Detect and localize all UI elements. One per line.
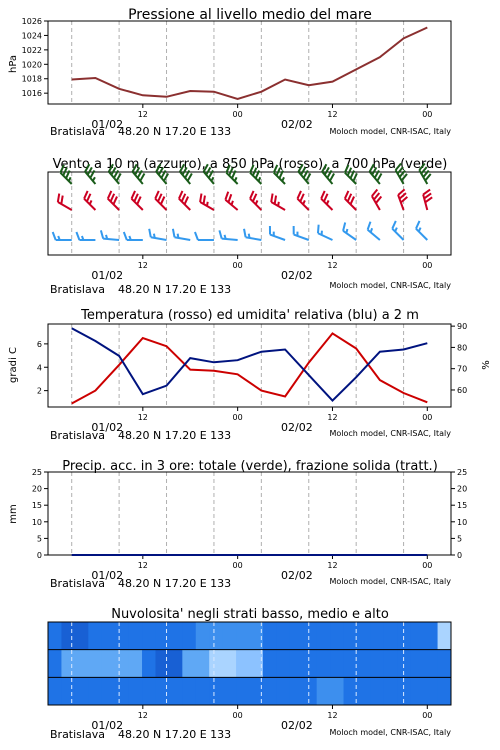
precip-ytick-label: 20 xyxy=(31,484,42,494)
wind-barb xyxy=(76,232,95,240)
cloud-cell xyxy=(142,677,156,705)
cloud-cell xyxy=(384,677,398,705)
cloud-cell xyxy=(75,622,89,650)
cloud-cell xyxy=(276,622,290,650)
cloud-cell xyxy=(438,622,452,650)
pressure-ytick-label: 1016 xyxy=(21,89,42,99)
cloud-cell xyxy=(61,677,75,705)
wind-barb xyxy=(398,189,407,210)
wind-barb xyxy=(368,222,380,240)
precip-station: Bratislava xyxy=(50,577,105,590)
temperature-ytick-label: 2 xyxy=(36,386,42,396)
wind-barb xyxy=(416,221,427,240)
wind-barb xyxy=(343,223,356,240)
precip-xtick-label: 12 xyxy=(137,561,148,570)
temperature-ylabel: gradi C xyxy=(8,347,19,383)
cloud-xtick-label: 00 xyxy=(232,711,243,720)
temperature-date-label: 01/02 xyxy=(91,421,124,434)
wind-barb xyxy=(244,229,261,240)
cloud-cell xyxy=(209,622,223,650)
pressure-gridlines xyxy=(72,21,404,104)
pressure-panel xyxy=(8,7,451,138)
precip-ytick-label: 20 xyxy=(457,484,468,494)
cloud-cell xyxy=(397,650,411,678)
temperature-ytick-label: 6 xyxy=(36,339,42,349)
cloud-cell xyxy=(317,650,331,678)
cloud-cell xyxy=(276,677,290,705)
pressure-title: Pressione al livello medio del mare xyxy=(128,7,372,23)
precip-title: Precip. acc. in 3 ore: totale (verde), frazione solida (tratt.) xyxy=(62,459,438,474)
cloud-cell xyxy=(196,622,210,650)
cloud-cell xyxy=(223,622,237,650)
cloud-cell xyxy=(61,650,75,678)
cloud-model: Moloch model, CNR-ISAC, Italy xyxy=(329,728,451,737)
wind-barb xyxy=(392,221,403,240)
cloud-cell xyxy=(263,677,277,705)
cloud-date-label: 02/02 xyxy=(281,719,313,732)
wind-barb xyxy=(179,191,190,210)
cloud-cell xyxy=(438,650,452,678)
wind-date-label: 01/02 xyxy=(91,269,124,282)
pressure-xtick-label: 12 xyxy=(137,110,148,119)
cloud-station: Bratislava xyxy=(50,728,105,741)
cloud-cell xyxy=(357,650,371,678)
humidity-yticks xyxy=(451,322,467,395)
wind-barb xyxy=(195,232,214,240)
wind-barb xyxy=(225,192,237,210)
cloud-cell xyxy=(169,650,183,678)
cloud-cell xyxy=(88,650,102,678)
pressure-coords: 48.20 N 17.20 E 133 xyxy=(118,125,232,138)
wind-plot-frame xyxy=(48,172,451,255)
cloud-cell xyxy=(88,677,102,705)
pressure-ytick-label: 1020 xyxy=(21,60,42,70)
pressure-xtick-label: 12 xyxy=(327,110,338,119)
cloud-cell xyxy=(357,622,371,650)
cloud-cell xyxy=(169,677,183,705)
precip-ytick-label: 5 xyxy=(457,534,463,544)
wind-barb xyxy=(155,191,166,210)
precip-date-label: 01/02 xyxy=(91,569,124,582)
wind-station: Bratislava xyxy=(50,283,105,296)
humidity-ytick-label: 80 xyxy=(457,343,468,353)
wind-barb xyxy=(270,226,285,240)
cloud-cell xyxy=(384,622,398,650)
cloud-cell xyxy=(142,622,156,650)
temperature-ytick-label: 4 xyxy=(36,363,42,373)
cloud-cell xyxy=(102,650,116,678)
cloud-cell xyxy=(317,677,331,705)
cloud-cell xyxy=(155,650,169,678)
pressure-series-line xyxy=(72,28,428,99)
pressure-xtick-label: 00 xyxy=(422,110,433,119)
wind-barb xyxy=(294,226,309,240)
cloud-panel xyxy=(48,607,452,741)
cloud-cell xyxy=(263,622,277,650)
cloud-cell xyxy=(424,622,438,650)
humidity-ytick-label: 70 xyxy=(457,364,468,374)
precip-plot-frame xyxy=(48,472,451,555)
cloud-cell xyxy=(384,650,398,678)
wind-xtick-label: 12 xyxy=(327,261,338,270)
wind-barb xyxy=(345,191,356,210)
wind-gridlines xyxy=(72,172,404,255)
cloud-cell xyxy=(344,677,358,705)
pressure-ytick-label: 1022 xyxy=(21,45,42,55)
cloud-cell xyxy=(290,622,304,650)
wind-barbs xyxy=(53,164,432,240)
precip-xtick-label: 00 xyxy=(422,561,433,570)
cloud-cell xyxy=(303,650,317,678)
cloud-cell xyxy=(61,622,75,650)
cloud-cell xyxy=(397,622,411,650)
precip-ytick-label: 5 xyxy=(36,534,42,544)
cloud-cell xyxy=(88,622,102,650)
cloud-cell xyxy=(129,650,143,678)
wind-barb xyxy=(173,229,190,240)
cloud-cell xyxy=(276,650,290,678)
cloud-cell xyxy=(169,622,183,650)
cloud-cell xyxy=(223,650,237,678)
precip-ytick-label: 15 xyxy=(457,501,468,511)
pressure-model: Moloch model, CNR-ISAC, Italy xyxy=(329,127,451,136)
wind-barb xyxy=(132,191,143,210)
pressure-ytick-label: 1026 xyxy=(21,17,42,26)
precip-ytick-label: 10 xyxy=(457,517,468,527)
wind-barb xyxy=(101,230,119,240)
wind-barb xyxy=(149,229,166,240)
precip-xtick-label: 00 xyxy=(232,561,243,570)
cloud-cell xyxy=(209,677,223,705)
precip-ylabel: mm xyxy=(8,504,19,524)
cloud-cell xyxy=(411,677,425,705)
cloud-cell xyxy=(411,650,425,678)
temperature-xtick-label: 12 xyxy=(137,413,148,422)
wind-barb xyxy=(84,191,95,210)
wind-barb xyxy=(200,194,214,210)
precip-model: Moloch model, CNR-ISAC, Italy xyxy=(329,577,451,586)
humidity-ytick-label: 90 xyxy=(457,322,468,332)
humidity-ytick-label: 60 xyxy=(457,385,468,395)
wind-barb xyxy=(219,230,237,240)
cloud-cell xyxy=(48,677,62,705)
temperature-date-label: 02/02 xyxy=(281,421,313,434)
pressure-ylabel: hPa xyxy=(8,54,19,74)
cloud-cell xyxy=(155,677,169,705)
cloud-title: Nuvolosita' negli strati basso, medio e alto xyxy=(111,607,389,622)
cloud-coords: 48.20 N 17.20 E 133 xyxy=(118,728,232,741)
wind-xtick-label: 12 xyxy=(137,261,148,270)
temperature-coords: 48.20 N 17.20 E 133 xyxy=(118,429,232,442)
cloud-xtick-label: 12 xyxy=(327,711,338,720)
cloud-cell xyxy=(48,650,62,678)
wind-barb xyxy=(250,191,261,210)
cloud-cell xyxy=(424,677,438,705)
temperature-title: Temperatura (rosso) ed umidita' relativa (blu) a 2 m xyxy=(81,308,419,323)
cloud-cell xyxy=(263,650,277,678)
cloud-cell xyxy=(303,622,317,650)
temperature-yticks xyxy=(37,340,48,396)
cloud-cell xyxy=(75,650,89,678)
cloud-cell xyxy=(115,650,129,678)
cloud-cell xyxy=(209,650,223,678)
pressure-ytick-label: 1018 xyxy=(21,74,42,84)
cloud-date-label: 01/02 xyxy=(91,719,124,732)
cloud-cell xyxy=(129,677,143,705)
cloud-cell xyxy=(115,677,129,705)
wind-barb xyxy=(318,225,333,240)
wind-panel xyxy=(48,157,451,296)
precip-ytick-label: 0 xyxy=(36,551,42,560)
precip-yticks xyxy=(32,468,48,560)
pressure-yticks xyxy=(22,17,48,98)
cloud-cell xyxy=(75,677,89,705)
precip-date-label: 02/02 xyxy=(281,569,313,582)
cloud-cell xyxy=(424,650,438,678)
pressure-plot-frame xyxy=(48,21,451,104)
wind-model: Moloch model, CNR-ISAC, Italy xyxy=(329,281,451,290)
humidity-ylabel: % xyxy=(481,360,492,370)
wind-barb xyxy=(372,190,381,210)
cloud-cell xyxy=(236,677,250,705)
temperature-series-line xyxy=(72,333,428,403)
cloud-cell xyxy=(370,677,384,705)
humidity-series-line xyxy=(72,328,428,400)
temperature-plot-frame xyxy=(48,324,451,407)
temperature-panel xyxy=(8,308,492,442)
precip-ytick-label: 25 xyxy=(31,468,42,477)
wind-xticks xyxy=(91,255,432,282)
cloud-cell xyxy=(236,650,250,678)
temperature-model: Moloch model, CNR-ISAC, Italy xyxy=(329,429,451,438)
cloud-cell xyxy=(357,677,371,705)
cloud-cell xyxy=(330,622,344,650)
wind-barb xyxy=(297,191,308,210)
wind-barb xyxy=(124,232,143,240)
cloud-cell xyxy=(155,622,169,650)
cloud-cell xyxy=(370,650,384,678)
cloud-xtick-label: 00 xyxy=(422,711,433,720)
cloud-cell xyxy=(182,650,196,678)
wind-barb xyxy=(58,194,72,210)
cloud-cell xyxy=(129,622,143,650)
precip-panel xyxy=(8,459,467,590)
cloud-cell xyxy=(182,622,196,650)
cloud-cell xyxy=(115,622,129,650)
cloud-xtick-label: 12 xyxy=(137,711,148,720)
wind-barb xyxy=(423,190,432,210)
temperature-gridlines xyxy=(72,324,404,407)
precip-coords: 48.20 N 17.20 E 133 xyxy=(118,577,232,590)
cloud-cells xyxy=(48,622,452,705)
wind-barb xyxy=(321,191,332,210)
cloud-cell xyxy=(330,650,344,678)
cloud-cell xyxy=(182,677,196,705)
cloud-cell xyxy=(317,622,331,650)
temperature-station: Bratislava xyxy=(50,429,105,442)
pressure-xtick-label: 00 xyxy=(232,110,243,119)
cloud-cell xyxy=(411,622,425,650)
wind-title: Vento a 10 m (azzurro), a 850 hPa (rosso), a 700 hPa (verde) xyxy=(52,157,448,172)
pressure-station: Bratislava xyxy=(50,125,105,138)
pressure-date-label: 02/02 xyxy=(281,118,313,131)
cloud-cell xyxy=(344,622,358,650)
precip-yticks-right xyxy=(451,468,467,560)
pressure-date-label: 01/02 xyxy=(91,118,124,131)
cloud-cell xyxy=(196,650,210,678)
cloud-cell xyxy=(397,677,411,705)
cloud-cell xyxy=(303,677,317,705)
cloud-cell xyxy=(48,622,62,650)
cloud-cell xyxy=(330,677,344,705)
temperature-xtick-label: 00 xyxy=(422,413,433,422)
cloud-cell xyxy=(102,622,116,650)
wind-barb xyxy=(53,232,72,240)
cloud-cell xyxy=(102,677,116,705)
precip-ytick-label: 25 xyxy=(457,468,468,477)
wind-xtick-label: 00 xyxy=(232,261,243,270)
wind-xtick-label: 00 xyxy=(422,261,433,270)
cloud-cell xyxy=(344,650,358,678)
cloud-cell xyxy=(223,677,237,705)
precip-ytick-label: 0 xyxy=(457,551,463,560)
cloud-cell xyxy=(438,677,452,705)
cloud-cell xyxy=(290,650,304,678)
cloud-cell xyxy=(236,622,250,650)
cloud-cell xyxy=(142,650,156,678)
temperature-xtick-label: 12 xyxy=(327,413,338,422)
cloud-cell xyxy=(370,622,384,650)
cloud-cell xyxy=(290,677,304,705)
wind-date-label: 02/02 xyxy=(281,269,313,282)
wind-barb xyxy=(271,194,285,210)
cloud-cell xyxy=(196,677,210,705)
temperature-xtick-label: 00 xyxy=(232,413,243,422)
precip-xtick-label: 12 xyxy=(327,561,338,570)
wind-coords: 48.20 N 17.20 E 133 xyxy=(118,283,232,296)
precip-ytick-label: 15 xyxy=(31,501,42,511)
precip-ytick-label: 10 xyxy=(31,517,42,527)
wind-barb xyxy=(108,191,119,210)
pressure-ytick-label: 1024 xyxy=(21,31,42,41)
precip-gridlines xyxy=(72,472,404,555)
